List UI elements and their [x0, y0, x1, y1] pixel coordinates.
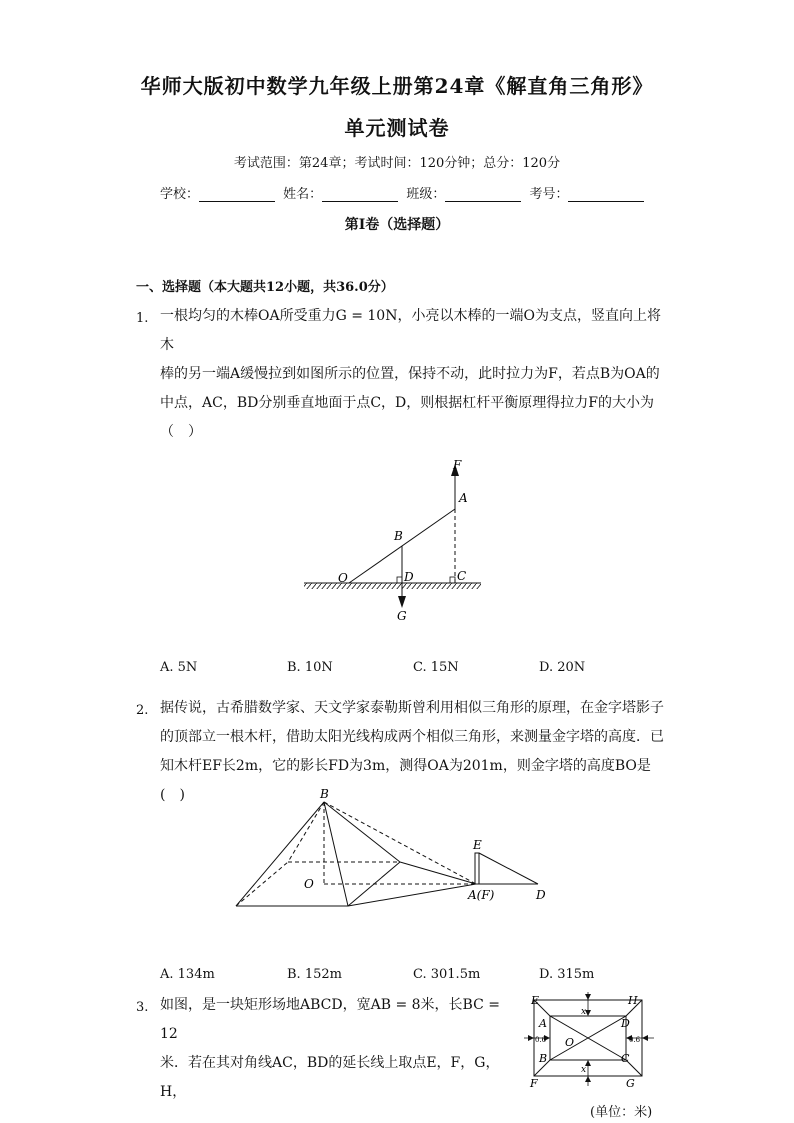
question-3-line: 如图，是一块矩形场地ABCD，宽AB = 8米，长BC = 12: [160, 997, 500, 1042]
question-1-line: 一根均匀的木棒OA所受重力G = 10N，小亮以木棒的一端O为支点，竖直向上将木: [160, 308, 661, 353]
stick-EF: [475, 853, 479, 884]
label-B: B: [539, 1052, 548, 1065]
name-label: 姓名：: [283, 187, 323, 202]
shadow-edge: [400, 862, 476, 884]
label-x-top: x: [581, 1007, 587, 1017]
option-D[interactable]: D. 315m: [539, 967, 595, 982]
question-1-line: 中点，AC，BD分别垂直地面于点C，D，则根据杠杆平衡原理得拉力F的大小为: [160, 395, 654, 411]
document-title-line1: 华师大版初中数学九年级上册第24章《解直角三角形》: [140, 74, 654, 98]
class-label: 班级：: [406, 187, 446, 202]
school-blank: [199, 187, 275, 202]
class-blank: [445, 187, 521, 202]
label-right-0.6: 0.6: [629, 1036, 641, 1044]
ground-hatch: [304, 583, 481, 589]
label-G: G: [397, 609, 407, 623]
rectangle-field-figure: [518, 990, 668, 1090]
label-F: F: [530, 1077, 538, 1090]
question-3-line: 米．若在其对角线AC，BD的延长线上取点E，F，G，H，: [160, 1055, 500, 1100]
label-B: B: [394, 529, 403, 543]
left-arrowhead: [528, 1035, 534, 1041]
unit-note: (单位：米): [590, 1105, 653, 1120]
student-info-fields: [160, 183, 648, 202]
label-F: F: [453, 458, 462, 472]
label-x-bottom: x: [581, 1065, 587, 1075]
question-2-line: 据传说，古希腊数学家、天文学家泰勒斯曾利用相似三角形的原理，在金字塔影子: [160, 700, 664, 716]
question-1-line: 棒的另一端A缓慢拉到如图所示的位置，保持不动，此时拉力为F，若点B为OA的: [160, 366, 660, 382]
volume-heading: 第I卷（选择题）: [344, 217, 450, 233]
right-arrowhead: [642, 1035, 648, 1041]
question-1-line: （ ）: [160, 424, 202, 440]
label-E: E: [531, 994, 540, 1007]
lever-figure: [296, 452, 486, 624]
option-A[interactable]: A. 134m: [160, 967, 215, 982]
label-O: O: [338, 571, 348, 585]
question-1-text: [160, 302, 670, 447]
gravity-arrowhead: [398, 596, 406, 608]
part-heading: 一、选择题（本大题共12小题，共36.0分）: [136, 280, 394, 295]
option-D[interactable]: D. 20N: [539, 660, 586, 675]
pyramid-hidden-edge: [288, 802, 324, 862]
exam-info: 考试范围：第24章；考试时间：120分钟；总分：120分: [233, 156, 561, 171]
top-arrowhead: [585, 994, 591, 1000]
pyramid-hidden-edge: [236, 862, 288, 906]
question-2-line: 的顶部立一根木杆，借助太阳光线构成两个相似三角形，来测量金字塔的高度．已: [160, 729, 664, 745]
question-2-line: 知木杆EF长2m，它的影长FD为3m，测得OA为201m，则金字塔的高度BO是( ): [160, 758, 651, 803]
option-C[interactable]: C. 15N: [413, 660, 459, 675]
label-A: A: [459, 491, 468, 505]
label-E: E: [473, 838, 482, 852]
question-3-number: 3.: [136, 1000, 149, 1015]
option-C[interactable]: C. 301.5m: [413, 967, 481, 982]
label-G: G: [626, 1077, 635, 1090]
shadow-edge: [348, 884, 476, 906]
label-D: D: [404, 570, 414, 584]
school-label: 学校：: [160, 187, 200, 202]
question-1-number: 1.: [136, 311, 149, 326]
option-B[interactable]: B. 152m: [287, 967, 342, 982]
number-blank: [568, 187, 644, 202]
option-A[interactable]: A. 5N: [160, 660, 198, 675]
label-D: D: [621, 1017, 630, 1030]
option-B[interactable]: B. 10N: [287, 660, 333, 675]
number-label: 考号：: [529, 187, 569, 202]
right-angle-D: [397, 577, 402, 583]
document-title-line2: 单元测试卷: [344, 116, 450, 140]
label-A: A: [539, 1017, 547, 1030]
right-angle-C: [450, 577, 455, 583]
label-O: O: [304, 877, 314, 891]
sun-ray-BA: [324, 802, 476, 884]
sun-ray-ED: [479, 853, 538, 884]
question-3-text: [160, 991, 510, 1107]
label-O: O: [565, 1036, 575, 1049]
label-left-0.6: 0.6: [535, 1036, 547, 1044]
bottom-arrowhead: [585, 1076, 591, 1082]
label-D: D: [536, 888, 546, 902]
question-1-options: [0, 660, 794, 680]
label-C: C: [621, 1052, 630, 1065]
pyramid-figure: [228, 784, 558, 914]
label-C: C: [457, 569, 467, 583]
label-H: H: [628, 994, 638, 1007]
name-blank: [322, 187, 398, 202]
label-B: B: [320, 787, 329, 801]
question-2-number: 2.: [136, 703, 149, 718]
label-A-F: A(F): [468, 888, 495, 902]
question-2-options: [0, 967, 794, 987]
